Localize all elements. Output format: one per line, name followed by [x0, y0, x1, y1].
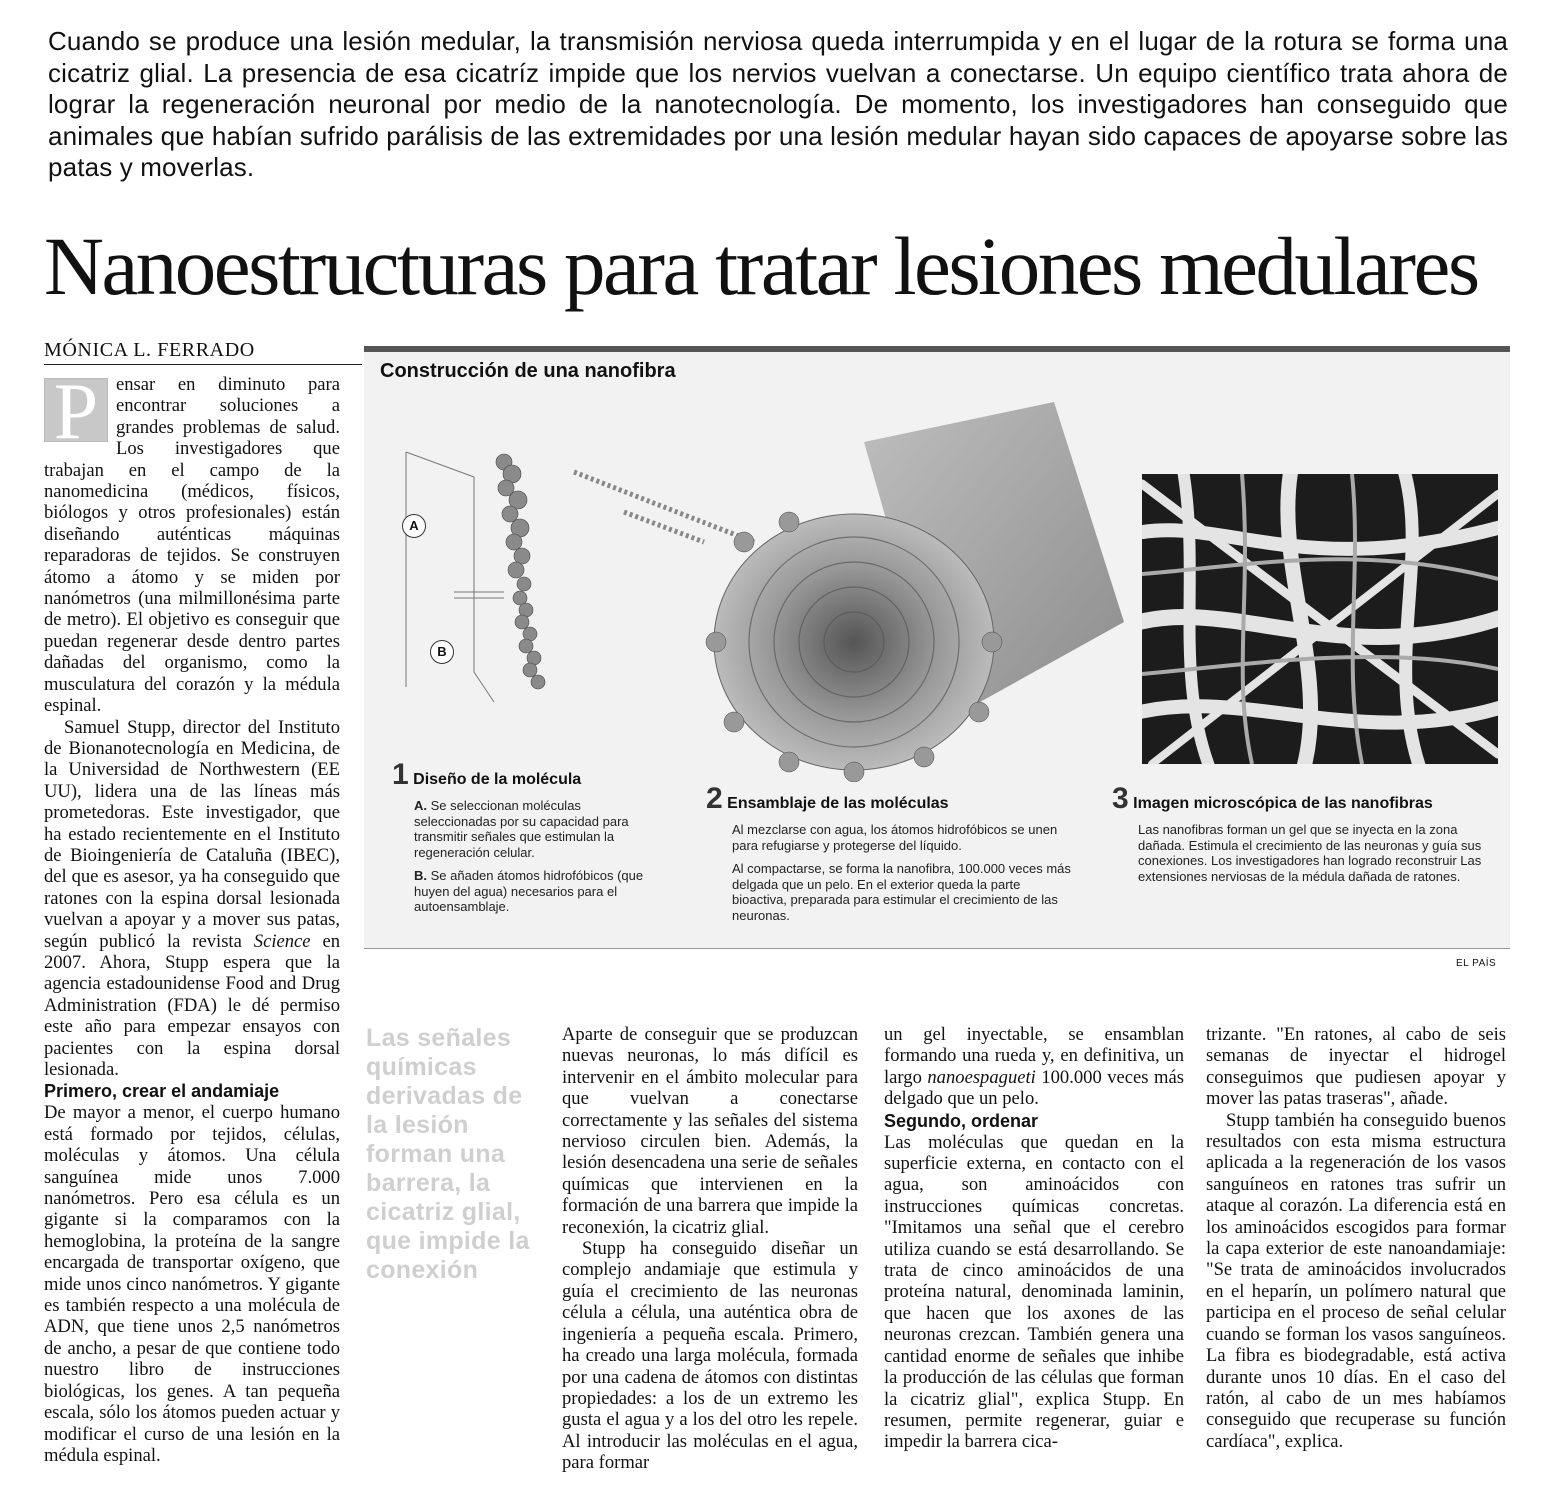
step-2-title: Ensamblaje de las moléculas: [727, 795, 949, 812]
graphic-credit: EL PAÍS: [1456, 958, 1497, 969]
paragraph: P ensar en diminuto para encontrar soluciones a grandes problemas de salud. Los investigadores que trabajan en el campo de la nanomedicina (médicos, físicos, biólogos y otros profesionales) están diseñando auténticas máquinas reparadoras de tejidos. Se construyen átomo a átomo y se miden por nanómetros (una milmillonésima parte de metro). El objetivo es conseguir que puedan regenerar desde dentro partes dañadas del organismo, como la musculatura del corazón y la médula espinal.: [44, 368, 340, 717]
article-column-1: [44, 368, 341, 1466]
step-2-number: 2: [706, 782, 723, 815]
step-1-title: Diseño de la molécula: [413, 771, 582, 788]
step-2: [706, 782, 1086, 931]
infographic-title: Construcción de una nanofibra: [380, 360, 676, 382]
article-column-2: [562, 1024, 858, 1474]
paragraph: Stupp también ha conseguido buenos resultados con esta misma estructura aplicada a la regeneración de los vasos sanguíneos en ratones tras sufrir un ataque al corazón. La diferencia está en los aminoácidos escogidos para formar la capa exterior de este nanoandamiaje: "Se trata de aminoácidos involucrados en el heparín, un polímero natural que participa en el proceso de señal celular cuando se forman los vasos sanguíneos. La fibra es biodegradable, está activa durante unos 10 días. En el caso del ratón, al cabo de un mes habíamos conseguido que recuperase su función cardíaca", explica.: [1206, 1109, 1506, 1452]
step-3-text: Las nanofibras forman un gel que se inyecta en la zona dañada. Estimula el crecimiento de las neuronas y guía sus conexiones. Los investigadores han logrado reconstruir Las extensiones nerviosas de la médula dañada de ratones.: [1138, 822, 1482, 884]
step-1-number: 1: [392, 758, 409, 791]
drop-cap: P: [44, 378, 108, 442]
step-3-number: 3: [1112, 782, 1129, 815]
step-1-text: A. Se seleccionan moléculas seleccionadas por su capacidad para transmitir señales que estimulan la regeneración celular. B. Se añaden átomos hidrofóbicos (que huyen del agua) necesarios para el autoensamblaje.: [414, 798, 644, 914]
paragraph: Stupp ha conseguido diseñar un complejo andamiaje que estimula y guía el crecimiento de las neuronas célula a célula, una auténtica obra de ingeniería a pequeña escala. Primero, ha creado una larga molécula, formada por una cadena de átomos con distintas propiedades: a los de un extremo les gusta el agua y a los del otro les repele. Al introducir las moléculas en el agua, para formar: [562, 1238, 858, 1474]
step-2-text: Al mezclarse con agua, los átomos hidrofóbicos se unen para refugiarse y protegerse del líquido. Al compactarse, se forma la nanofibra, 100.000 veces más delgada que un pelo. En el exterior queda la parte bioactiva, preparada para estimular el crecimiento de las neuronas.: [732, 822, 1071, 923]
step-3-title: Imagen microscópica de las nanofibras: [1133, 795, 1433, 812]
lead-paragraph: Cuando se produce una lesión medular, la transmisión nerviosa queda interrumpida y en el lugar de la rotura se forma una cicatriz glial. La presencia de esa cicatríz impide que los nervios vuelvan a conectarse. Un equipo científico trata ahora de lograr la regeneración neuronal por medio de la nanotecnología. De momento, los investigadores han conseguido que animales que habían sufrido parálisis de las extremidades por una lesión medular hayan sido capaces de apoyarse sobre las patas y moverlas.: [48, 26, 1508, 182]
byline: MÓNICA L. FERRADO: [44, 338, 362, 365]
microscope-image: [1142, 474, 1498, 764]
paragraph: Samuel Stupp, director del Instituto de Bionanotecnología en Medicina, de la Universidad de Northwestern (EE UU), lidera una de las líneas más prometedoras. Este investigador, que ha estado recientemente en el Instituto de Bioingeniería de Cataluña (IBEC), del que es asesor, ya ha conseguido que ratones con la espina dorsal lesionada vuelvan a apoyar y a mover sus patas, según publicó la revista Science en 2007. Ahora, Stupp espera que la agencia estadounidense Food and Drug Administration (FDA) le dé permiso este año para empezar ensayos con pacientes con la espina dorsal lesionada.: [44, 716, 341, 1080]
subheading: Segundo, ordenar: [884, 1110, 1039, 1131]
step-3: [1112, 782, 1492, 892]
label-a: A: [402, 514, 426, 538]
article-column-3: [884, 1024, 1184, 1453]
paragraph: trizante. "En ratones, al cabo de seis semanas de inyectar el hidrogel conseguimos que pudiesen apoyar y mover las patas traseras", añade.: [1206, 1024, 1506, 1110]
headline: Nanoestructuras para tratar lesiones medulares: [44, 219, 1478, 312]
article-column-4: [1206, 1024, 1506, 1452]
paragraph: Aparte de conseguir que se produzcan nuevas neuronas, lo más difícil es intervenir en el ámbito molecular para que vuelvan a conectarse correctamente y las señales del sistema nervioso circulen bien. Además, la lesión desencadena una serie de señales químicas que intervienen en la formación de una barrera que impide la reconexión, la cicatriz glial.: [562, 1024, 858, 1238]
paragraph: Las moléculas que quedan en la superficie externa, en contacto con el agua, son aminoácidos con instrucciones químicas concretas. "Imitamos una señal que el cerebro utiliza cuando se está desarrollando. Se trata de cinco aminoácidos de una proteína natural, denominada laminin, que hacen que los axones de las neuronas crezcan. También genera una cantidad enorme de señales que inhibe la producción de las células que forman la cicatriz glial", explica Stupp. En resumen, permite regenerar, guiar e impedir la barrera cica-: [884, 1131, 1184, 1453]
pull-quote: Las señales químicas derivadas de la lesión forman una barrera, la cicatriz glial, que impide la conexión: [366, 1024, 530, 1284]
paragraph: De mayor a menor, el cuerpo humano está formado por tejidos, células, moléculas y átomos. Una célula sanguínea mide unos 7.000 nanómetros. Pero esa célula es un gigante si la comparamos con la hemoglobina, la proteína de la sangre encargada de transportar oxígeno, que mide unos cinco nanómetros. Y gigante es también respecto a una molécula de ADN, que tiene unos 2,5 nanómetros de ancho, a pesar de que contiene todo nuestro libro de instrucciones biológicas, los genes. A tan pequeña escala, sólo los átomos pueden actuar y modificar el curso de una lesión en la médula espinal.: [44, 1102, 340, 1466]
subheading: Primero, crear el andamiaje: [44, 1081, 280, 1102]
infographic: [364, 346, 1510, 949]
step-1: [392, 758, 692, 923]
paragraph: un gel inyectable, se ensamblan formando una rueda y, en definitiva, un largo nanoespagueti 100.000 veces más delgado que un pelo.: [884, 1024, 1184, 1110]
nanofiber-illustration: [564, 392, 1124, 782]
label-b: B: [430, 640, 454, 664]
